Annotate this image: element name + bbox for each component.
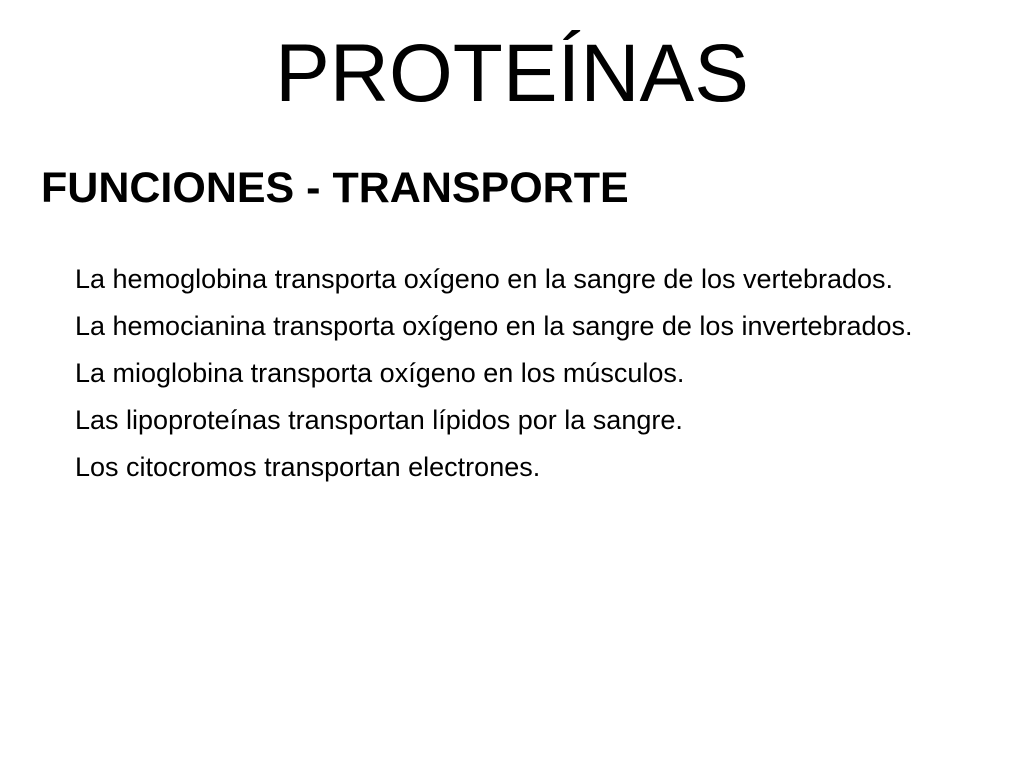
- bullet-list: [75, 265, 988, 500]
- list-item: La mioglobina transporta oxígeno en los músculos.: [75, 358, 685, 388]
- list-item: La hemoglobina transporta oxígeno en la sangre de los vertebrados.: [75, 264, 894, 294]
- list-item: La hemocianina transporta oxígeno en la sangre de los invertebrados.: [75, 311, 913, 341]
- list-item: Los citocromos transportan electrones.: [75, 452, 541, 482]
- section-subtitle: FUNCIONES - TRANSPORTE: [41, 164, 629, 212]
- page-title: PROTEÍNAS: [275, 28, 749, 119]
- list-item: Las lipoproteínas transportan lípidos por la sangre.: [75, 405, 683, 435]
